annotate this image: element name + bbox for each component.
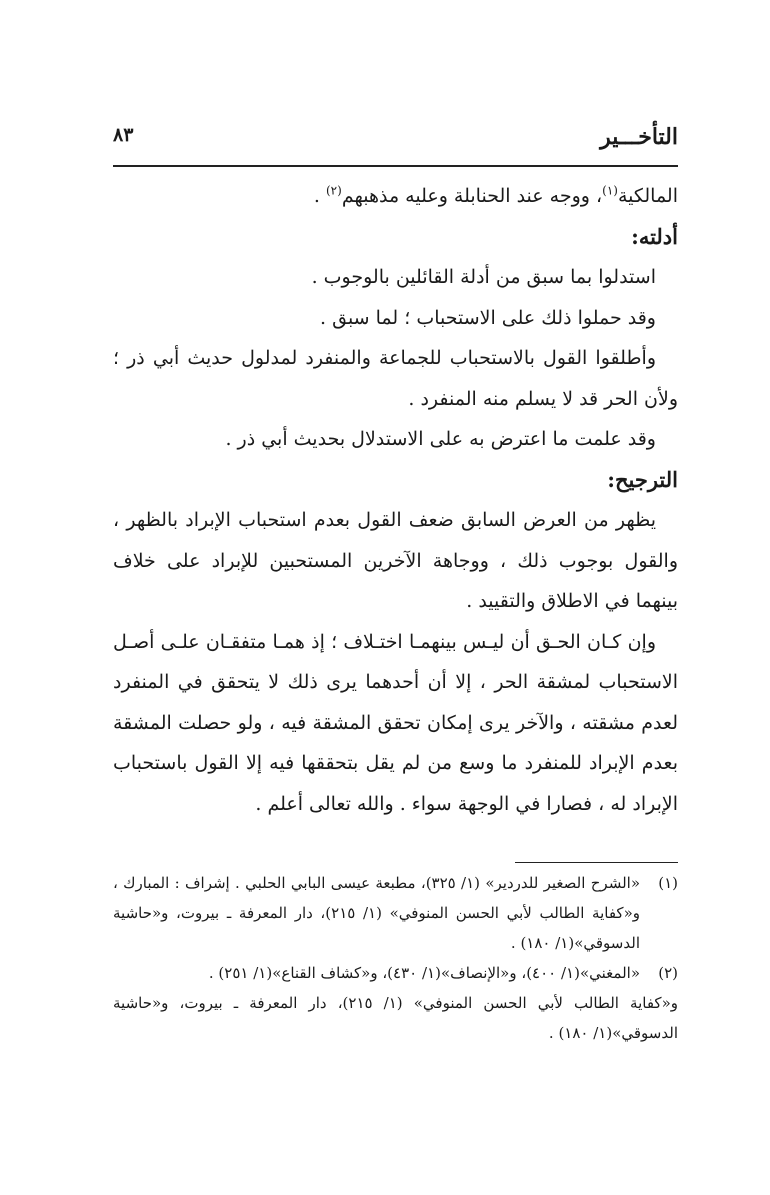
footnote-text: «المغني»(١/ ٤٠٠)، و«الإنصاف»(١/ ٤٣٠)، و«كشاف القناع»(١/ ٢٥١) . bbox=[208, 964, 640, 982]
page-number: ٨٣ bbox=[113, 124, 134, 146]
footnote-text: «الشرح الصغير للدردير» (١/ ٣٢٥)، مطبعة عيسى البابي الحلبي . إشراف : المبارك ، و«كفاية الطالب لأبي الحسن المنوفي» (١/ ٢١٥)، دار المعرفة ـ بيروت، و«حاشية الدسوقي»(١/ ١٨٠) . bbox=[113, 874, 640, 952]
footnotes bbox=[113, 868, 678, 1048]
paragraph-evidence-3: وأطلقوا القول بالاستحباب للجماعة والمنفرد لمدلول حديث أبي ذر ؛ ولأن الحر قد لا يسلم منه المنفرد . bbox=[113, 347, 678, 410]
paragraph-evidence-4: وقد علمت ما اعترض به على الاستدلال بحديث أبي ذر . bbox=[225, 428, 656, 450]
paragraph-evidence-1: استدلوا بما سبق من أدلة القائلين بالوجوب . bbox=[311, 266, 656, 288]
footnote-ref-2[interactable]: (٢) bbox=[325, 183, 342, 198]
paragraph-preference-2: وإن كـان الحـق أن ليـس بينهمـا اختـلاف ؛ إذ همـا متفقـان علـى أصـل الاستحباب لمشقة الحر ، إلا أن أحدهما يرى ذلك لا يتحقق في المنفرد لعدم مشقته ، والآخر يرى إمكان تحقق المشقة فيه ، ولو حصلت المشقة بعدم الإبراد للمنفرد ما وسع من لم يقل بتحققها فيه إلا القول باستحباب الإبراد له ، فصارا في الوجهة سواء . والله تعالى أعلم . bbox=[113, 630, 678, 815]
main-text bbox=[113, 176, 678, 824]
paragraph-preference-1: يظهر من العرض السابق ضعف القول بعدم استحباب الإبراد بالظهر ، والقول بوجوب ذلك ، ووجاهة الآخرين المستحبين للإبراد على خلاف بينهما في الاطلاق والتقييد . bbox=[113, 509, 678, 612]
paragraph-text: . bbox=[313, 185, 326, 207]
footnote-divider bbox=[515, 862, 678, 863]
footnote-1 bbox=[113, 868, 678, 958]
footnote-2 bbox=[113, 958, 678, 988]
heading-evidence: أدلته: bbox=[631, 223, 678, 249]
paragraph-evidence-2: وقد حملوا ذلك على الاستحباب ؛ لما سبق . bbox=[320, 306, 656, 329]
footnote-number: (١) bbox=[658, 874, 678, 892]
running-title: التأخـــير bbox=[600, 124, 678, 150]
footnote-2-continuation: و«كفاية الطالب لأبي الحسن المنوفي» (١/ ٢١٥)، دار المعرفة ـ بيروت، و«حاشية الدسوقي»(١/ ١٨٠) . bbox=[113, 994, 678, 1042]
heading-preference: الترجيح: bbox=[607, 466, 678, 492]
page-header bbox=[113, 118, 678, 160]
footnote-ref-1[interactable]: (١) bbox=[602, 183, 618, 198]
header-divider bbox=[113, 165, 678, 167]
paragraph-malikiyya bbox=[113, 176, 678, 217]
footnote-number: (٢) bbox=[658, 964, 678, 982]
paragraph-text: المالكية bbox=[617, 185, 678, 207]
paragraph-text: ، ووجه عند الحنابلة وعليه مذهبهم bbox=[341, 185, 603, 207]
